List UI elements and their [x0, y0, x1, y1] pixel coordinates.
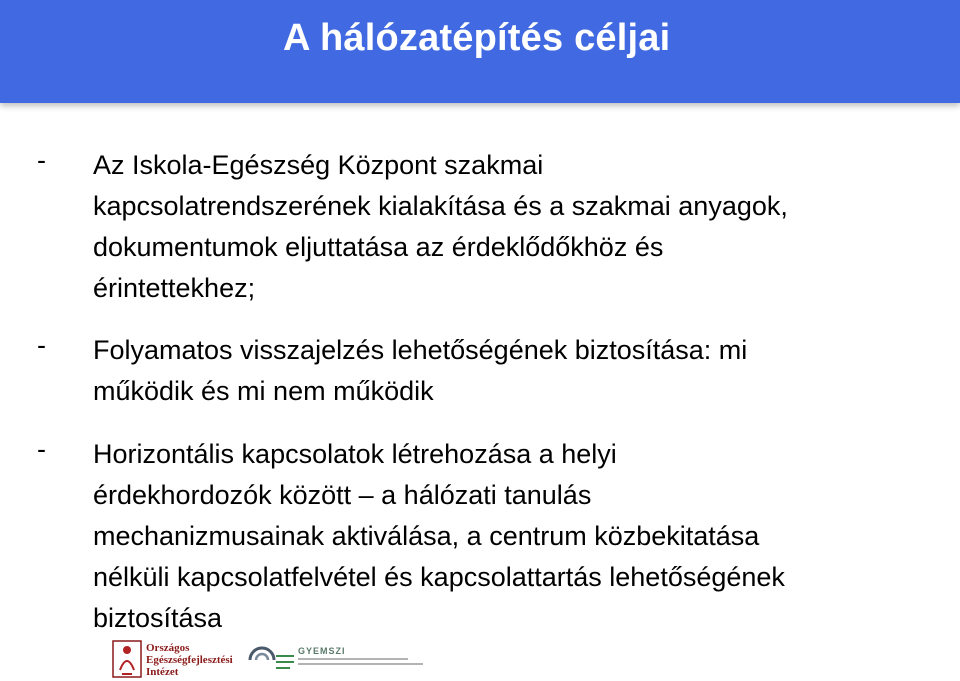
gyemszi-logo — [246, 644, 436, 678]
oefi-line: Egészségfejlesztési — [146, 654, 233, 666]
gyemszi-subtitle-scribble — [298, 656, 428, 670]
bullet-marker: - — [37, 330, 46, 360]
bullet-line: kapcsolatrendszerének kialakítása és a szakmai anyagok, — [93, 191, 788, 221]
title-bar — [0, 0, 960, 103]
bullet-line: nélküli kapcsolatfelvétel és kapcsolattartás lehetőségének — [93, 562, 785, 592]
slide-title: A hálózatépítés céljai — [283, 17, 671, 59]
bullet-text — [93, 434, 923, 639]
bullet-line: dokumentumok eljuttatása az érdeklődőkhöz és — [93, 232, 664, 262]
gyemszi-logo-icon — [246, 644, 296, 676]
oefi-logo-text — [146, 642, 233, 678]
bullet-line: Horizontális kapcsolatok létrehozása a helyi — [93, 439, 617, 469]
bullet-line: érdekhordozók között – a hálózati tanulás — [93, 480, 592, 510]
bullet-line: mechanizmusainak aktiválása, a centrum közbekitatása — [93, 521, 760, 551]
bullet-marker: - — [37, 434, 46, 464]
oefi-logo — [112, 640, 233, 680]
bullet-line: Folyamatos visszajelzés lehetőségének biztosítása: mi — [93, 335, 748, 365]
bullet-line: működik és mi nem működik — [93, 376, 434, 406]
oefi-line: Intézet — [146, 666, 179, 678]
bullet-line: biztosítása — [93, 603, 223, 633]
bullet-line: érintettekhez; — [93, 273, 256, 303]
gyemszi-name: GYEMSZI — [298, 646, 346, 656]
bullet-text — [93, 330, 923, 412]
bullet-line: Az Iskola-Egészség Központ szakmai — [93, 150, 544, 180]
bullet-marker: - — [37, 145, 46, 175]
oefi-line: Országos — [146, 642, 190, 654]
bullet-text — [93, 145, 923, 309]
footer-logos — [0, 636, 960, 681]
oefi-logo-icon — [112, 640, 142, 678]
